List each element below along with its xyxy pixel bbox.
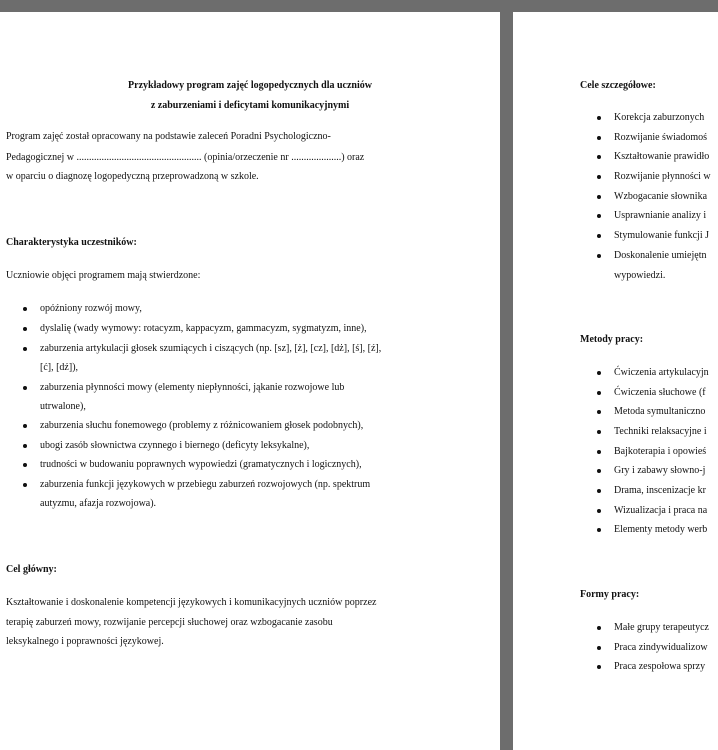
document-title-line-1: Przykładowy program zajęć logopedycznych dla uczniów [128, 80, 372, 91]
bullet-dot [23, 463, 27, 467]
list-item: trudności w budowaniu poprawnych wypowiedzi (gramatycznych i logicznych), [40, 459, 362, 470]
list-item-continuation: utrwalone), [40, 401, 86, 412]
bullet-dot [597, 489, 601, 493]
bullet-dot [597, 665, 601, 669]
bullet-dot [597, 528, 601, 532]
list-item: Ćwiczenia słuchowe (f [614, 387, 706, 398]
bullet-dot [597, 450, 601, 454]
list-item: Ćwiczenia artykulacyjn [614, 367, 709, 378]
list-item: Usprawnianie analizy i [614, 210, 707, 221]
list-item: Wzbogacanie słownika [614, 191, 708, 202]
bullet-dot [597, 234, 601, 238]
bullet-dot [23, 347, 27, 351]
bullet-dot [597, 391, 601, 395]
bullet-dot [597, 195, 601, 199]
list-item: Praca zindywidualizow [614, 642, 708, 653]
list-item: dyslalię (wady wymowy: rotacyzm, kappacyzm, gammacyzm, sygmatyzm, inne), [40, 323, 367, 334]
list-item: zaburzenia słuchu fonemowego (problemy z różnicowaniem głosek podobnych), [40, 420, 364, 431]
bullet-dot [23, 444, 27, 448]
list-item: Techniki relaksacyjne i [614, 426, 707, 437]
intro-line: Program zajęć został opracowany na podstawie zaleceń Poradni Psychologiczno- [6, 131, 331, 142]
intro-line: w oparciu o diagnozę logopedyczną przeprowadzoną w szkole. [6, 171, 259, 182]
list-item: zaburzenia funkcji językowych w przebiegu zaburzeń rozwojowych (np. spektrum [40, 479, 371, 490]
list-item: Metoda symultaniczno [614, 406, 706, 417]
list-item-continuation: autyzmu, afazja rozwojowa). [40, 498, 157, 509]
document-page-right [513, 12, 718, 750]
bullet-dot [23, 386, 27, 390]
bullet-dot [597, 410, 601, 414]
list-item: Małe grupy terapeutycz [614, 622, 709, 633]
bullet-dot [597, 175, 601, 179]
bullet-dot [597, 254, 601, 258]
bullet-dot [597, 469, 601, 473]
participants-lead: Uczniowie objęci programem mają stwierdzone: [6, 270, 201, 281]
bullet-dot [597, 155, 601, 159]
list-item: Praca zespołowa sprzy [614, 661, 706, 672]
bullet-dot [23, 424, 27, 428]
bullet-dot [23, 483, 27, 487]
bullet-dot [23, 307, 27, 311]
bullet-dot [597, 371, 601, 375]
list-item: ubogi zasób słownictwa czynnego i biernego (deficyty leksykalne), [40, 440, 310, 451]
list-item: Rozwijanie świadomoś [614, 132, 708, 143]
list-item-continuation: wypowiedzi. [614, 270, 666, 281]
document-title-line-2: z zaburzeniami i deficytami komunikacyjnymi [150, 100, 350, 111]
list-item: Bajkoterapia i opowieś [614, 446, 707, 457]
list-item: zaburzenia artykulacji głosek szumiących i ciszących (np. [sz], [ż], [cz], [dż], [ś], [ź], [40, 343, 382, 354]
main-goal-line: terapię zaburzeń mowy, rozwijanie percepcji słuchowej oraz wzbogacanie zasobu [6, 617, 333, 628]
document-page-left [0, 12, 500, 750]
list-item: opóźniony rozwój mowy, [40, 303, 142, 314]
list-item: Stymulowanie funkcji J [614, 230, 709, 241]
list-item: Rozwijanie płynności w [614, 171, 711, 182]
list-item: Wizualizacja i praca na [614, 505, 708, 516]
bullet-dot [597, 626, 601, 630]
section-heading-specific-goals: Cele szczegółowe: [580, 80, 656, 91]
bullet-dot [597, 430, 601, 434]
section-heading-main-goal: Cel główny: [6, 564, 57, 575]
bullet-dot [597, 509, 601, 513]
list-item: Korekcja zaburzonych [614, 112, 705, 123]
bullet-dot [597, 116, 601, 120]
viewer-background [0, 0, 718, 12]
bullet-dot [23, 327, 27, 331]
main-goal-line: Kształtowanie i doskonalenie kompetencji językowych i komunikacyjnych uczniów poprzez [6, 597, 377, 608]
list-item: Kształtowanie prawidło [614, 151, 710, 162]
section-heading-participants: Charakterystyka uczestników: [6, 237, 137, 248]
bullet-dot [597, 136, 601, 140]
intro-line: Pedagogicznej w .................................................. (opinia/orzeczenie nr ....................) oraz [6, 152, 365, 163]
main-goal-line: leksykalnego i poprawności językowej. [6, 636, 164, 647]
bullet-dot [597, 646, 601, 650]
bullet-dot [597, 214, 601, 218]
list-item: Gry i zabawy słowno-j [614, 465, 706, 476]
list-item-continuation: [ć], [dź]), [40, 362, 79, 373]
list-item: zaburzenia płynności mowy (elementy niepłynności, jąkanie rozwojowe lub [40, 382, 345, 393]
section-heading-forms: Formy pracy: [580, 589, 640, 600]
list-item: Doskonalenie umiejętn [614, 250, 707, 261]
section-heading-methods: Metody pracy: [580, 334, 644, 345]
list-item: Drama, inscenizacje kr [614, 485, 706, 496]
list-item: Elementy metody werb [614, 524, 708, 535]
